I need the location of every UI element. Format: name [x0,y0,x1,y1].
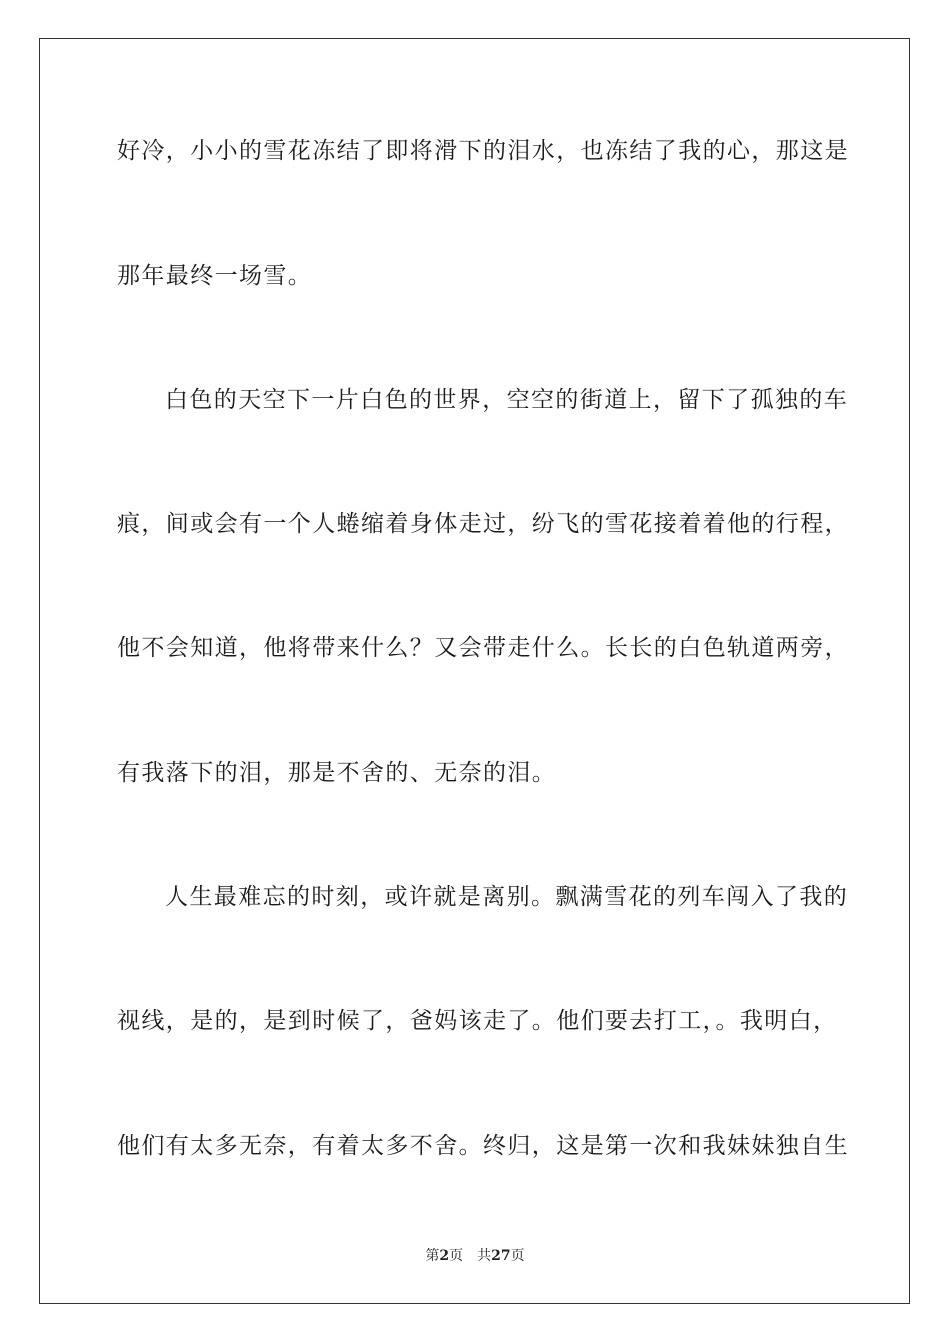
total-prefix: 共 [477,1248,492,1264]
text-line-8: 视线，是的，是到时候了，爸妈该走了。他们要去打工，。我明白， [117,1008,838,1034]
total-suffix: 页 [510,1248,525,1264]
text-line-6: 有我落下的泪，那是不舍的、无奈的泪。 [117,760,557,786]
text-line-7: 人生最难忘的时刻，或许就是离别。飘满雪花的列车闯入了我的 [165,884,849,910]
page-number: 2 [439,1248,450,1264]
page-prefix: 第 [425,1248,440,1264]
page-suffix: 页 [449,1248,464,1264]
text-line-1: 好冷，小小的雪花冻结了即将滑下的泪水，也冻结了我的心，那这是 [117,138,849,164]
text-line-9: 他们有太多无奈，有着太多不舍。终归，这是第一次和我妹妹独自生 [117,1133,849,1159]
page-footer [0,1247,950,1265]
total-pages: 27 [491,1248,511,1264]
text-line-3: 白色的天空下一片白色的世界，空空的街道上，留下了孤独的车 [165,387,849,413]
text-line-5: 他不会知道，他将带来什么？又会带走什么。长长的白色轨道两旁， [117,635,849,661]
page-border [39,38,910,1304]
text-line-2: 那年最终一场雪。 [117,263,313,289]
text-line-4: 痕，间或会有一个人蜷缩着身体走过，纷飞的雪花接着着他的行程， [117,511,849,537]
